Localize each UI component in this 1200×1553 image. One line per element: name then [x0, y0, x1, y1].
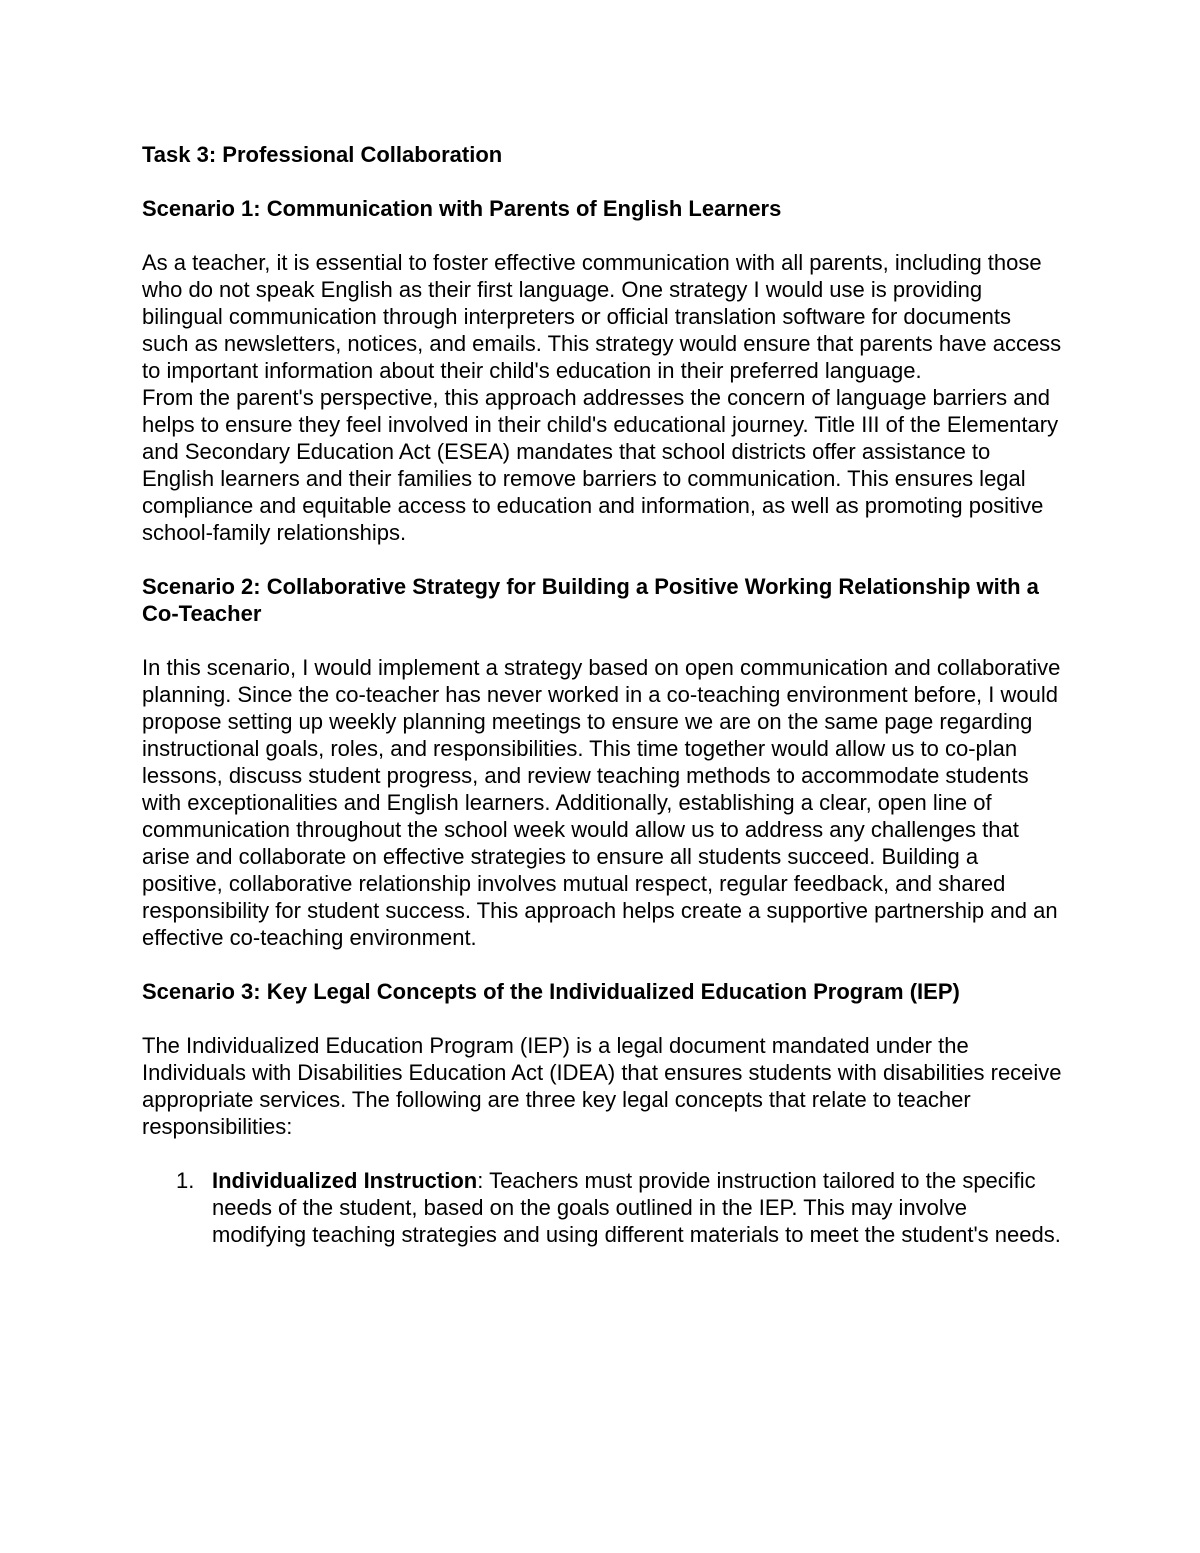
paragraph: As a teacher, it is essential to foster effective communication with all parents, including those who do not speak English as their first language. One strategy I would use is providing bilingual communication through interpreters or official translation software for documents such as newsletters, notices, and emails. This strategy would ensure that parents have access to important information about their child's education in their preferred language. [142, 250, 1062, 383]
section-heading-scenario-1: Scenario 1: Communication with Parents of English Learners [142, 196, 782, 221]
list-item-number: 1. [176, 1168, 195, 1193]
list-item-term: Individualized Instruction [212, 1168, 478, 1193]
legal-concepts-list [142, 1167, 1062, 1248]
section-heading-scenario-3: Scenario 3: Key Legal Concepts of the Individualized Education Program (IEP) [142, 979, 960, 1004]
list-item-text: : Teachers must provide instruction tailored to the specific needs of the student, based on the goals outlined in the IEP. This may involve modifying teaching strategies and using different materials to meet the student's needs. [212, 1168, 1061, 1247]
document-page [142, 141, 1062, 1248]
paragraph: From the parent's perspective, this approach addresses the concern of language barriers and helps to ensure they feel involved in their child's educational journey. Title III of the Elementary and Secondary Education Act (ESEA) mandates that school districts offer assistance to English learners and their families to remove barriers to communication. This ensures legal compliance and equitable access to education and information, as well as promoting positive school-family relationships. [142, 385, 1059, 545]
document-title: Task 3: Professional Collaboration [142, 142, 503, 167]
paragraph: The Individualized Education Program (IEP) is a legal document mandated under the Individuals with Disabilities Education Act (IDEA) that ensures students with disabilities receive appropriate services. The following are three key legal concepts that relate to teacher responsibilities: [142, 1033, 1062, 1139]
list-item [142, 1167, 1062, 1248]
paragraph: In this scenario, I would implement a strategy based on open communication and collaborative planning. Since the co-teacher has never worked in a co-teaching environment before, I would propose setting up weekly planning meetings to ensure we are on the same page regarding instructional goals, roles, and responsibilities. This time together would allow us to co-plan lessons, discuss student progress, and review teaching methods to accommodate students with exceptionalities and English learners. Additionally, establishing a clear, open line of communication throughout the school week would allow us to address any challenges that arise and collaborate on effective strategies to ensure all students succeed. Building a positive, collaborative relationship involves mutual respect, regular feedback, and shared responsibility for student success. This approach helps create a supportive partnership and an effective co-teaching environment. [142, 655, 1061, 950]
section-heading-scenario-2: Scenario 2: Collaborative Strategy for Building a Positive Working Relationship with a Co-Teacher [142, 574, 1039, 626]
